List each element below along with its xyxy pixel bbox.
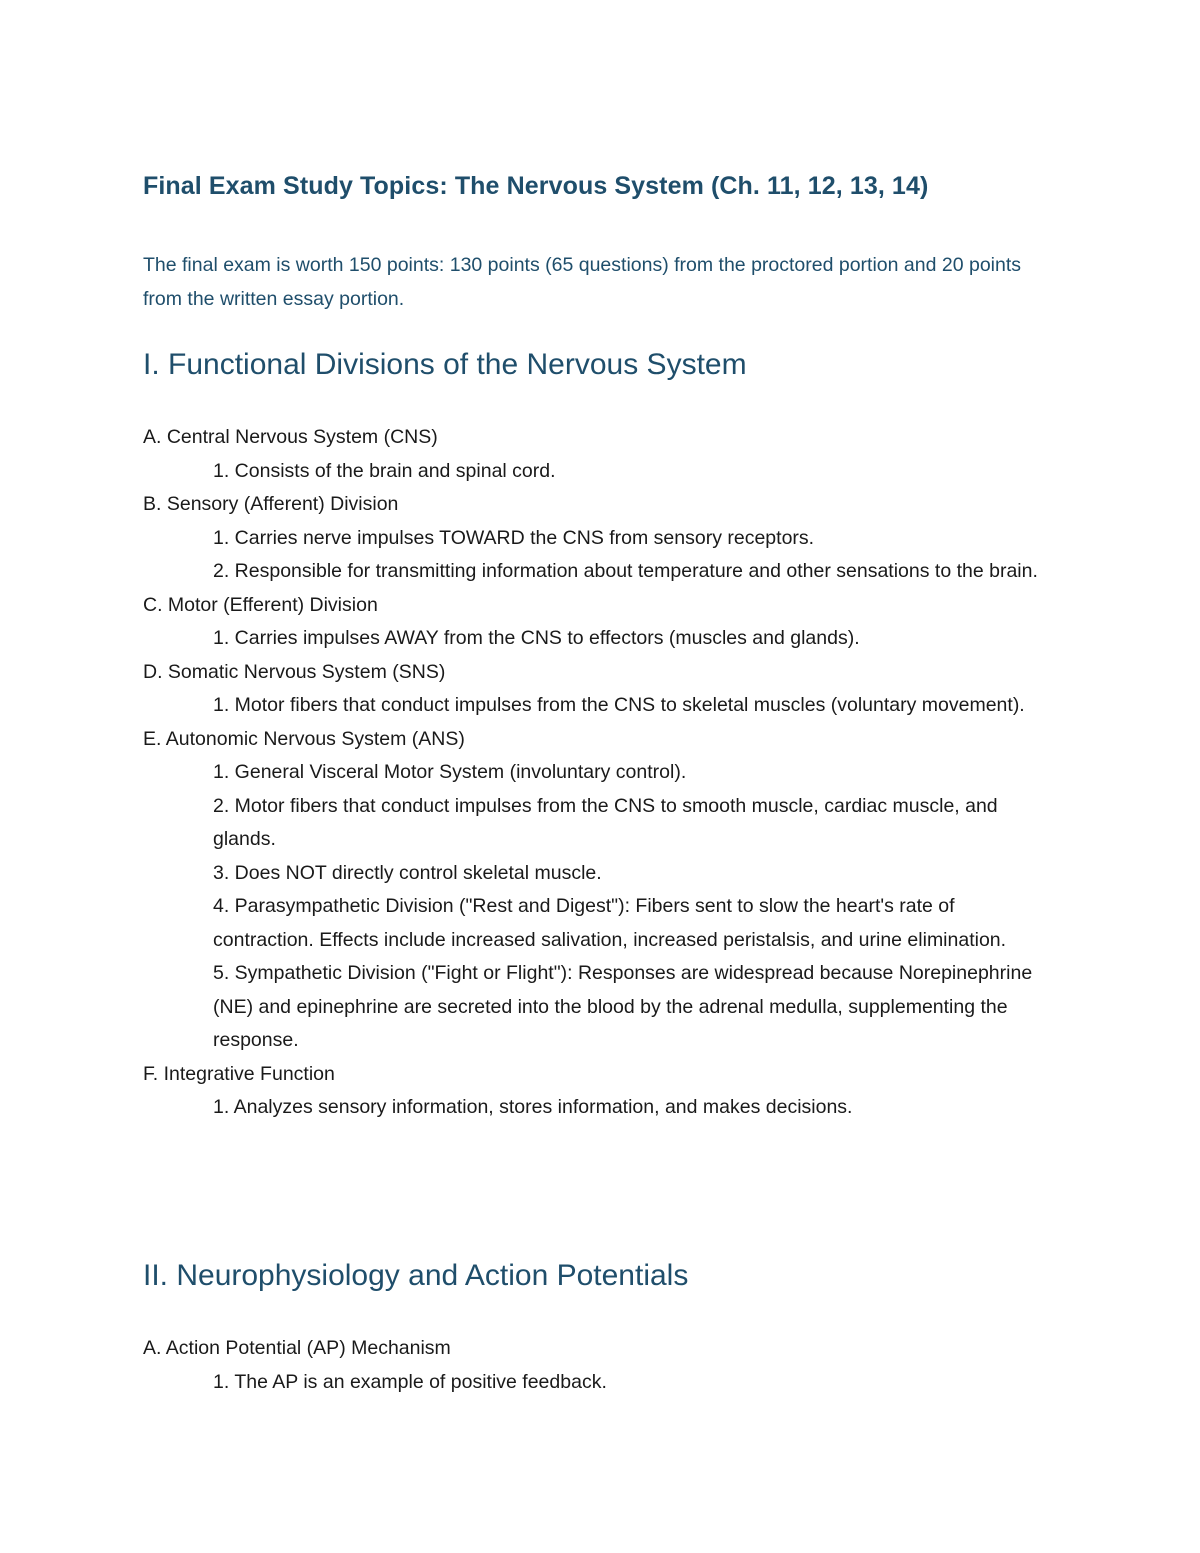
outline-point: 1. Carries nerve impulses TOWARD the CNS from sensory receptors. <box>213 526 815 549</box>
exam-intro-paragraph: The final exam is worth 150 points: 130 points (65 questions) from the proctored portion and 20 points from the written essay portion. <box>143 254 1022 310</box>
outline-point: 1. Consists of the brain and spinal cord. <box>213 459 556 482</box>
outline-point: 2. Responsible for transmitting information about temperature and other sensations to the brain. <box>213 560 1038 582</box>
section-heading-functional-divisions: I. Functional Divisions of the Nervous System <box>143 348 747 381</box>
outline-point: 1. The AP is an example of positive feedback. <box>213 1370 607 1393</box>
outline-point: 3. Does NOT directly control skeletal muscle. <box>213 861 602 884</box>
outline-point: 1. Analyzes sensory information, stores information, and makes decisions. <box>213 1096 853 1118</box>
section-outline-neurophysiology <box>143 1332 1043 1399</box>
outline-item-sensory-division: B. Sensory (Afferent) Division <box>143 493 399 515</box>
outline-point: 1. Carries impulses AWAY from the CNS to effectors (muscles and glands). <box>213 627 860 649</box>
outline-item-somatic-nervous-system: D. Somatic Nervous System (SNS) <box>143 660 446 683</box>
section-outline-functional-divisions <box>143 421 1043 1125</box>
outline-point: 1. General Visceral Motor System (involuntary control). <box>213 761 687 783</box>
outline-point: 5. Sympathetic Division ("Fight or Flight"): Responses are widespread because Norepinephrine (NE) and epinephrine are secreted into the blood by the adrenal medulla, supplementing the response. <box>213 962 1033 1051</box>
section-heading-neurophysiology: II. Neurophysiology and Action Potentials <box>143 1259 689 1292</box>
outline-point: 2. Motor fibers that conduct impulses from the CNS to smooth muscle, cardiac muscle, and glands. <box>213 794 998 850</box>
outline-item-action-potential-mechanism: A. Action Potential (AP) Mechanism <box>143 1337 451 1359</box>
outline-item-motor-division: C. Motor (Efferent) Division <box>143 593 378 616</box>
outline-point: 1. Motor fibers that conduct impulses from the CNS to skeletal muscles (voluntary movement). <box>213 694 1025 716</box>
outline-point: 4. Parasympathetic Division ("Rest and Digest"): Fibers sent to slow the heart's rate of contraction. Effects include increased salivation, increased peristalsis, and urine elimination. <box>213 895 1007 951</box>
outline-item-cns: A. Central Nervous System (CNS) <box>143 426 438 448</box>
document-title: Final Exam Study Topics: The Nervous System (Ch. 11, 12, 13, 14) <box>143 172 929 200</box>
outline-item-autonomic-nervous-system: E. Autonomic Nervous System (ANS) <box>143 727 465 750</box>
outline-item-integrative-function: F. Integrative Function <box>143 1062 335 1085</box>
